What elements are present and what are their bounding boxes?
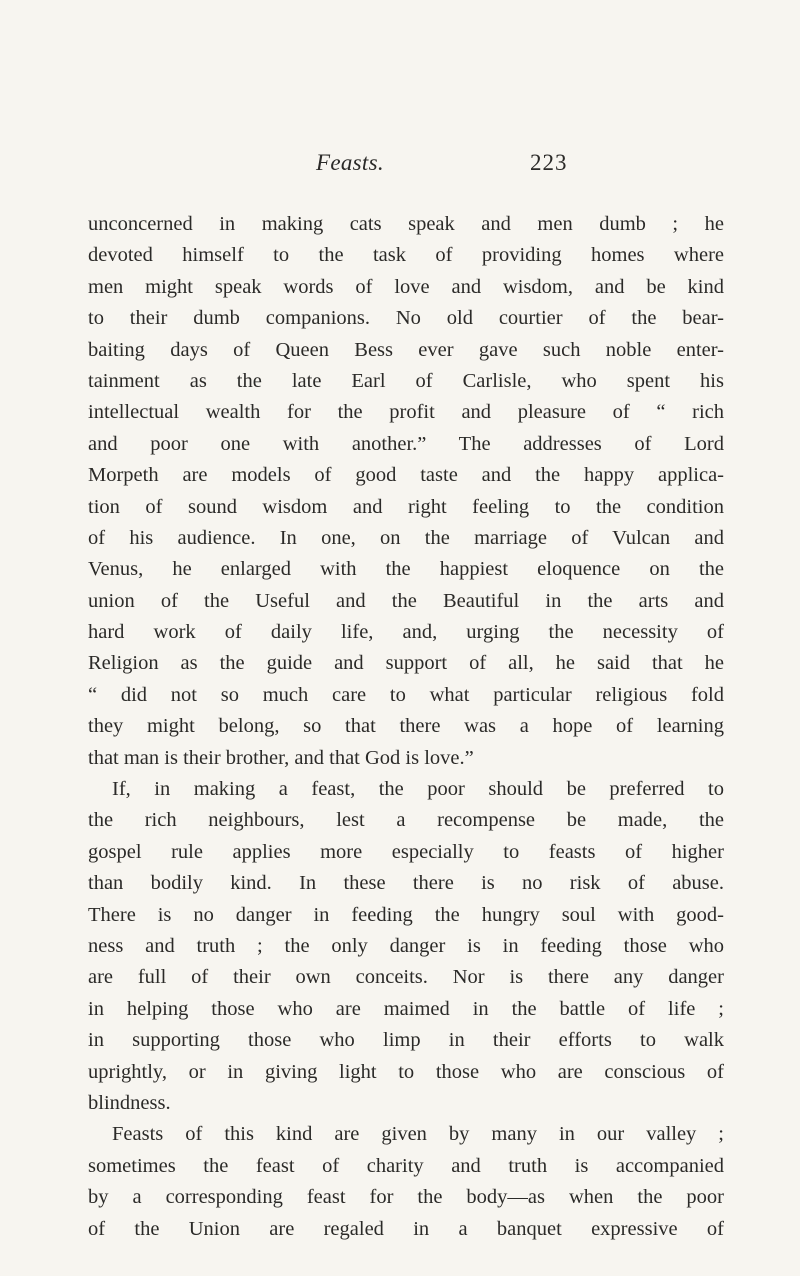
text-line: union of the Useful and the Beautiful in the arts and [88, 589, 724, 612]
body-text [88, 209, 724, 1245]
text-line: men might speak words of love and wisdom, and be kind [88, 275, 724, 298]
text-line: sometimes the feast of charity and truth is accompanied [88, 1154, 724, 1177]
text-line: are full of their own conceits. Nor is there any danger [88, 966, 724, 989]
text-line: they might belong, so that there was a hope of learning [88, 715, 724, 738]
text-line: of his audience. In one, on the marriage of Vulcan and [88, 526, 724, 549]
text-line: ness and truth ; the only danger is in feeding those who [88, 934, 724, 957]
text-line: gospel rule applies more especially to feasts of higher [88, 840, 724, 863]
page-number: 223 [530, 150, 568, 175]
text-line: “ did not so much care to what particular religious fold [88, 683, 724, 706]
text-line: of the Union are regaled in a banquet expressive of [88, 1217, 724, 1240]
running-title: Feasts. [316, 150, 384, 175]
text-line: tainment as the late Earl of Carlisle, who spent his [88, 369, 724, 392]
text-line: Venus, he enlarged with the happiest eloquence on the [88, 558, 724, 581]
text-line: baiting days of Queen Bess ever gave such noble enter- [88, 338, 724, 361]
paragraph-end-line: blindness. [88, 1091, 171, 1114]
paragraph-start-line: Feasts of this kind are given by many in our valley ; [112, 1123, 724, 1146]
text-line: in helping those who are maimed in the battle of life ; [88, 997, 724, 1020]
running-head [0, 150, 800, 190]
text-line: uprightly, or in giving light to those who are conscious of [88, 1060, 724, 1083]
text-line: to their dumb companions. No old courtier of the bear- [88, 307, 724, 330]
text-line: Religion as the guide and support of all, he said that he [88, 652, 724, 675]
text-line: devoted himself to the task of providing homes where [88, 244, 724, 267]
text-line: in supporting those who limp in their efforts to walk [88, 1029, 724, 1052]
text-line: Morpeth are models of good taste and the happy applica- [88, 464, 724, 487]
text-line: tion of sound wisdom and right feeling to the condition [88, 495, 724, 518]
text-line: and poor one with another.” The addresses of Lord [88, 432, 724, 455]
text-line: hard work of daily life, and, urging the necessity of [88, 621, 724, 644]
text-line: unconcerned in making cats speak and men dumb ; he [88, 213, 724, 235]
text-line: by a corresponding feast for the body—as when the poor [88, 1186, 724, 1209]
paragraph-start-line: If, in making a feast, the poor should be preferred to [112, 778, 724, 801]
text-line: There is no danger in feeding the hungry soul with good- [88, 903, 724, 926]
text-line: intellectual wealth for the profit and pleasure of “ rich [88, 401, 724, 424]
text-line: than bodily kind. In these there is no risk of abuse. [88, 872, 724, 895]
text-line: the rich neighbours, lest a recompense be made, the [88, 809, 724, 832]
paragraph-end-line: that man is their brother, and that God is love.” [88, 746, 474, 769]
